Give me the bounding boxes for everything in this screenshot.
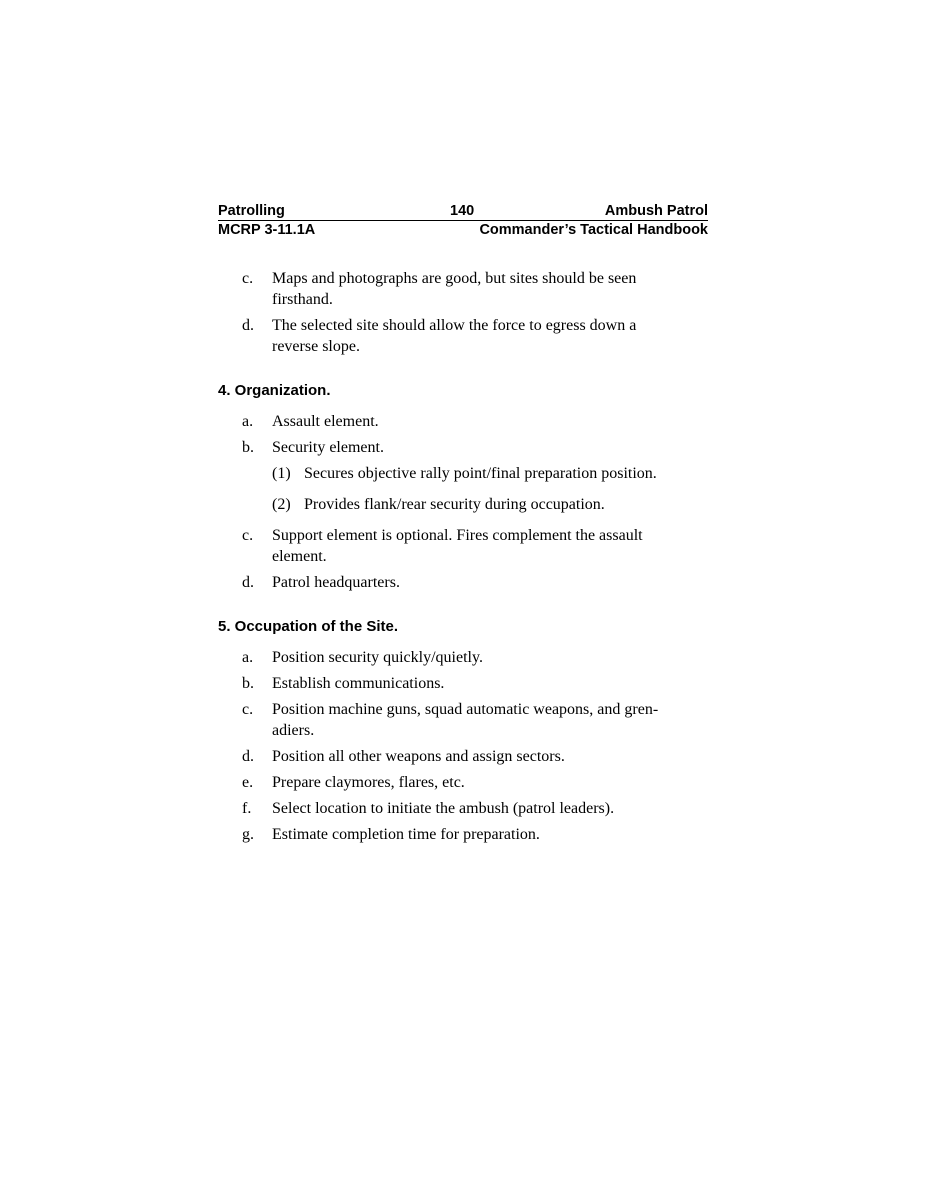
list-item [218, 437, 708, 458]
header-publication-id: MCRP 3-11.1A [218, 222, 316, 238]
list-text: Prepare claymores, flares, etc. [272, 774, 465, 791]
list-text-line: Maps and photographs are good, but sites should be seen [272, 270, 637, 287]
list-marker: f. [242, 800, 252, 817]
list-text-line: adiers. [272, 722, 315, 739]
list-marker: (1) [272, 465, 291, 482]
list-marker: c. [242, 270, 254, 287]
list-item [218, 572, 708, 593]
list-text: Establish communications. [272, 675, 445, 692]
list-marker: b. [242, 439, 254, 456]
list-text: Position all other weapons and assign sectors. [272, 748, 565, 765]
list-marker: d. [242, 748, 254, 765]
list-item [218, 673, 708, 694]
list-text-line: The selected site should allow the force to egress down a [272, 317, 637, 334]
list-text: Select location to initiate the ambush (patrol leaders). [272, 800, 615, 817]
list-item [218, 525, 708, 567]
list-text-line: firsthand. [272, 291, 333, 308]
list-marker: d. [242, 574, 254, 591]
sub-list-item [218, 494, 708, 515]
sub-list-item [218, 463, 708, 484]
list-marker: (2) [272, 496, 291, 513]
list-item [218, 772, 708, 793]
list-item [218, 798, 708, 819]
list-marker: e. [242, 774, 254, 791]
list-text: Patrol headquarters. [272, 574, 400, 591]
header-section-name: Patrolling [218, 203, 285, 219]
list-text: Estimate completion time for preparation. [272, 826, 540, 843]
list-marker: d. [242, 317, 254, 334]
list-item [218, 824, 708, 845]
list-text-line: Position machine guns, squad automatic weapons, and gren- [272, 701, 659, 718]
list-item [218, 647, 708, 668]
list-item [218, 315, 708, 357]
list-text-line: reverse slope. [272, 338, 360, 355]
list-marker: b. [242, 675, 254, 692]
list-item [218, 699, 708, 741]
list-marker: a. [242, 649, 254, 666]
list-marker: g. [242, 826, 254, 843]
list-marker: c. [242, 527, 254, 544]
list-item [218, 746, 708, 767]
section-heading: 4. Organization. [218, 382, 331, 399]
list-text: Position security quickly/quietly. [272, 649, 483, 666]
running-header-bottom [218, 222, 708, 239]
list-text-line: Support element is optional. Fires complement the assault [272, 527, 643, 544]
header-chapter-title: Ambush Patrol [604, 203, 708, 219]
list-text: Security element. [272, 439, 384, 456]
list-item [218, 411, 708, 432]
header-publication-title: Commander’s Tactical Handbook [479, 222, 708, 238]
section-heading: 5. Occupation of the Site. [218, 618, 399, 635]
page-number: 140 [450, 203, 475, 219]
list-item [218, 268, 708, 310]
list-text: Secures objective rally point/final preparation position. [304, 465, 657, 482]
list-text: Provides flank/rear security during occupation. [304, 496, 605, 513]
list-marker: a. [242, 413, 254, 430]
running-header-top [218, 203, 708, 221]
list-text-line: element. [272, 548, 327, 565]
list-marker: c. [242, 701, 254, 718]
page-body [218, 268, 708, 845]
list-text: Assault element. [272, 413, 379, 430]
